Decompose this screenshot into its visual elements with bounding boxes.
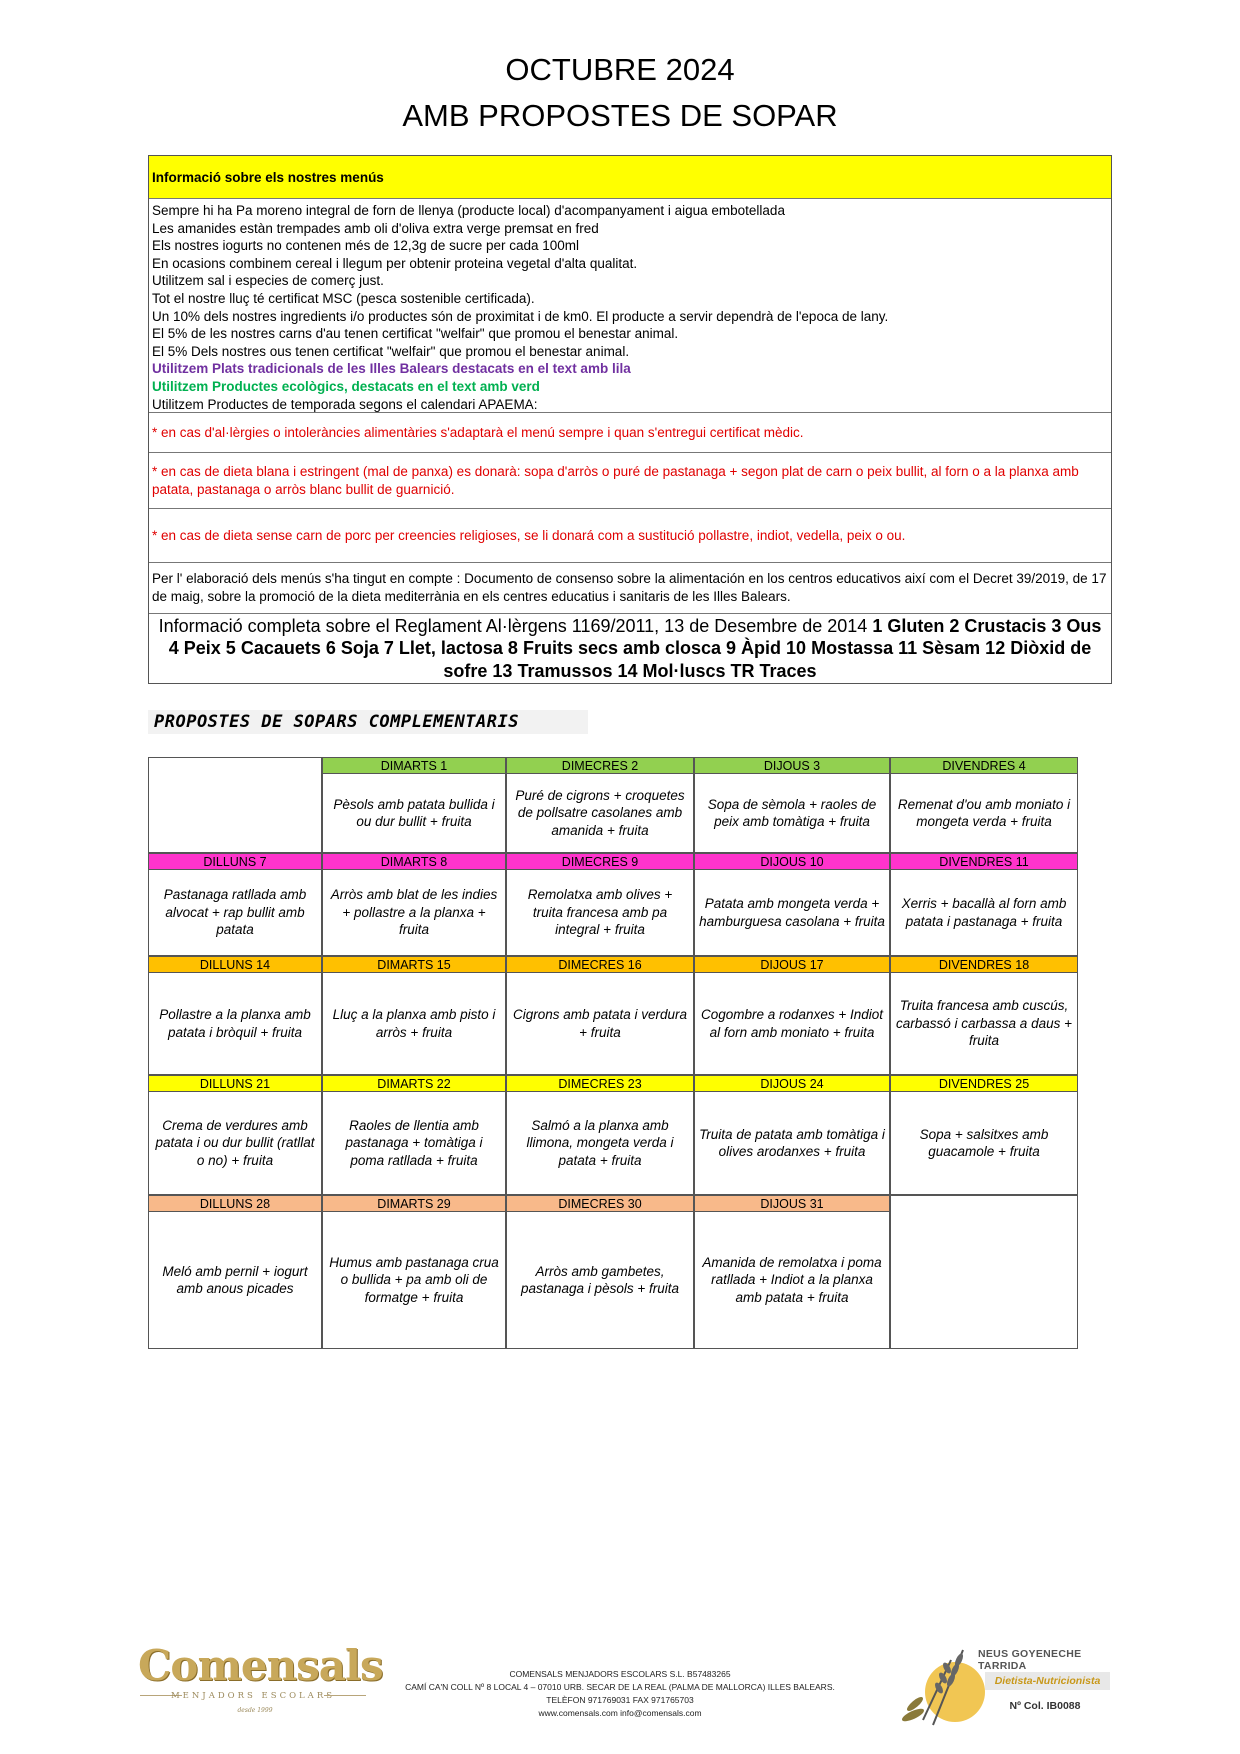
empty-cell	[148, 757, 322, 853]
no-pork-note: * en cas de dieta sense carn de porc per creencies religioses, se li donará com a sustitució pollastre, indiot, vedella, peix o ou.	[149, 509, 1111, 563]
info-box	[148, 155, 1112, 684]
traditional-dishes-line: Utilitzem Plats tradicionals de les Illes Balears destacats en el text amb lila	[152, 361, 631, 377]
info-line: El 5% de les nostres carns d'au tenen certificat "welfair" que promou el benestar animal.	[152, 326, 679, 342]
section-title: PROPOSTES DE SOPARS COMPLEMENTARIS	[148, 710, 588, 734]
dietist-name: NEUS GOYENECHE TARRIDA	[978, 1648, 1082, 1672]
meal-cell: Meló amb pernil + iogurt amb anous picades	[148, 1211, 322, 1349]
comensals-logo: Comensals	[138, 1641, 383, 1690]
seasonal-products-line: Utilitzem Productes de temporada segons el calendari APAEMA:	[152, 396, 538, 412]
meal-cell: Sopa de sèmola + raoles de peix amb tomàtiga + fruita	[694, 773, 890, 853]
allergen-regulation	[149, 614, 1111, 683]
day-header: DIVENDRES 25	[890, 1075, 1078, 1092]
meal-cell: Remenat d'ou amb moniato i mongeta verda + fruita	[890, 773, 1078, 853]
meal-cell: Pollastre a la planxa amb patata i bròquil + fruita	[148, 972, 322, 1075]
meal-cell: Patata amb mongeta verda + hamburguesa casolana + fruita	[694, 869, 890, 956]
meal-cell: Arròs amb blat de les indies + pollastre a la planxa + fruita	[322, 869, 506, 956]
day-header: DIJOUS 3	[694, 757, 890, 774]
day-header: DILLUNS 14	[148, 956, 322, 973]
day-header: DIMARTS 1	[322, 757, 506, 774]
meal-cell: Remolatxa amb olives + truita francesa amb pa integral + fruita	[506, 869, 694, 956]
company-line: COMENSALS MENJADORS ESCOLARS S.L. B57483265	[509, 1669, 731, 1679]
info-line: Sempre hi ha Pa moreno integral de forn de llenya (producte local) d'acompanyament i aigua embotellada	[152, 203, 785, 218]
decree-note: Per l' elaboració dels menús s'ha tingut en compte : Documento de consenso sobre la alimentación en los centros educativos així com el Decret 39/2019, de 17 de maig, sobre la promoció de la dieta mediterrània en els centres educatius i sanitaris de les Illes Balears.	[149, 563, 1111, 614]
dinner-calendar	[148, 757, 1078, 1349]
allergen-list: 1 Gluten 2 Crustacis 3 Ous 4 Peix 5 Cacauets 6 Soja 7 Llet, lactosa 8 Fruits secs amb closca 9 Àpid 10 Mostassa 11 Sèsam 12 Diòxid de sofre 13 Tramussos 14 Mol·luscs TR Traces	[168, 615, 1102, 681]
company-line: TELÈFON 971769031 FAX 971765703	[546, 1695, 694, 1705]
info-line: Les amanides estàn trempades amb oli d'oliva extra verge premsat en fred	[152, 220, 599, 236]
day-header: DIVENDRES 18	[890, 956, 1078, 973]
day-header: DIJOUS 10	[694, 853, 890, 870]
allergy-note: * en cas d'al·lèrgies o intoleràncies alimentàries s'adaptarà el menú sempre i quan s'entregui certificat mèdic.	[149, 413, 1111, 453]
day-header: DIMARTS 15	[322, 956, 506, 973]
info-line: Un 10% dels nostres ingredients i/o productes són de proximitat i de km0. El producte a servir dependrà de l'epoca de lany.	[152, 308, 889, 324]
dietist-role: Dietista-Nutricionista	[985, 1672, 1110, 1690]
day-header: DILLUNS 28	[148, 1195, 322, 1212]
meal-cell: Cigrons amb patata i verdura + fruita	[506, 972, 694, 1075]
company-info	[370, 1668, 870, 1720]
meal-cell: Amanida de remolatxa i poma ratllada + Indiot a la planxa amb patata + fruita	[694, 1211, 890, 1349]
day-header: DIVENDRES 11	[890, 853, 1078, 870]
day-header: DIMECRES 2	[506, 757, 694, 774]
meal-cell: Truita de patata amb tomàtiga i olives arodanxes + fruita	[694, 1091, 890, 1195]
day-header: DIMECRES 23	[506, 1075, 694, 1092]
page-title: OCTUBRE 2024	[505, 52, 735, 87]
day-header: DIMARTS 22	[322, 1075, 506, 1092]
info-line: Utilitzem sal i especies de comerç just.	[152, 273, 384, 289]
day-header: DILLUNS 7	[148, 853, 322, 870]
day-header: DIMARTS 29	[322, 1195, 506, 1212]
day-header: DIMECRES 16	[506, 956, 694, 973]
info-line: Els nostres iogurts no contenen més de 12,3g de sucre per cada 100ml	[152, 238, 580, 254]
meal-cell: Sopa + salsitxes amb guacamole + fruita	[890, 1091, 1078, 1195]
company-line: www.comensals.com info@comensals.com	[538, 1708, 702, 1718]
meal-cell: Xerris + bacallà al forn amb patata i pastanaga + fruita	[890, 869, 1078, 956]
info-lines	[149, 199, 1111, 413]
logo-subtitle: MENJADORS ESCOLARS	[170, 1691, 336, 1701]
meal-cell: Pèsols amb patata bullida i ou dur bullit + fruita	[322, 773, 506, 853]
day-header: DILLUNS 21	[148, 1075, 322, 1092]
day-header: DIMECRES 30	[506, 1195, 694, 1212]
dietist-number: Nº Col. IB0088	[1009, 1700, 1081, 1712]
day-header: DIMECRES 9	[506, 853, 694, 870]
info-line: Tot el nostre lluç té certificat MSC (pesca sostenible certificada).	[152, 290, 535, 306]
logo-signature: desde 1999	[237, 1707, 273, 1714]
day-header: DIJOUS 24	[694, 1075, 890, 1092]
meal-cell: Puré de cigrons + croquetes de pollsatre casolanes amb amanida + fruita	[506, 773, 694, 853]
day-header: DIVENDRES 4	[890, 757, 1078, 774]
meal-cell: Raoles de llentia amb pastanaga + tomàtiga i poma ratllada + fruita	[322, 1091, 506, 1195]
meal-cell: Truita francesa amb cuscús, carbassó i carbassa a daus + fruita	[890, 972, 1078, 1075]
ecological-products-line: Utilitzem Productes ecològics, destacats en el text amb verd	[152, 378, 540, 394]
info-line: En ocasions combinem cereal i llegum per obtenir proteina vegetal d'alta qualitat.	[152, 255, 638, 271]
day-header: DIJOUS 17	[694, 956, 890, 973]
meal-cell: Pastanaga ratllada amb alvocat + rap bullit amb patata	[148, 869, 322, 956]
meal-cell: Lluç a la planxa amb pisto i arròs + fruita	[322, 972, 506, 1075]
page-subtitle: AMB PROPOSTES DE SOPAR	[402, 98, 838, 133]
allergen-intro: Informació completa sobre el Reglament Al·lèrgens 1169/2011, 13 de Desembre de 2014	[158, 615, 868, 636]
meal-cell: Salmó a la planxa amb llimona, mongeta verda i patata + fruita	[506, 1091, 694, 1195]
company-line: CAMÍ CA'N COLL Nº 8 LOCAL 4 – 07010 URB. SECAR DE LA REAL (PALMA DE MALLORCA) ILLES BALEARS.	[405, 1682, 835, 1692]
logo-rule-right	[324, 1695, 366, 1696]
meal-cell: Crema de verdures amb patata i ou dur bullit (ratllat o no) + fruita	[148, 1091, 322, 1195]
meal-cell: Humus amb pastanaga crua o bullida + pa amb oli de formatge + fruita	[322, 1211, 506, 1349]
info-heading: Informació sobre els nostres menús	[149, 156, 1111, 199]
empty-cell	[890, 1195, 1078, 1349]
day-header: DIMARTS 8	[322, 853, 506, 870]
info-line: El 5% Dels nostres ous tenen certificat "welfair" que promou el benestar animal.	[152, 343, 630, 359]
meal-cell: Arròs amb gambetes, pastanaga i pèsols + fruita	[506, 1211, 694, 1349]
day-header: DIJOUS 31	[694, 1195, 890, 1212]
soft-diet-note: * en cas de dieta blana i estringent (mal de panxa) es donarà: sopa d'arròs o puré de pastanaga + segon plat de carn o peix bullit, al forn o a la planxa amb patata, pastanaga o arròs blanc bullit de guarnició.	[149, 453, 1111, 509]
meal-cell: Cogombre a rodanxes + Indiot al forn amb moniato + fruita	[694, 972, 890, 1075]
